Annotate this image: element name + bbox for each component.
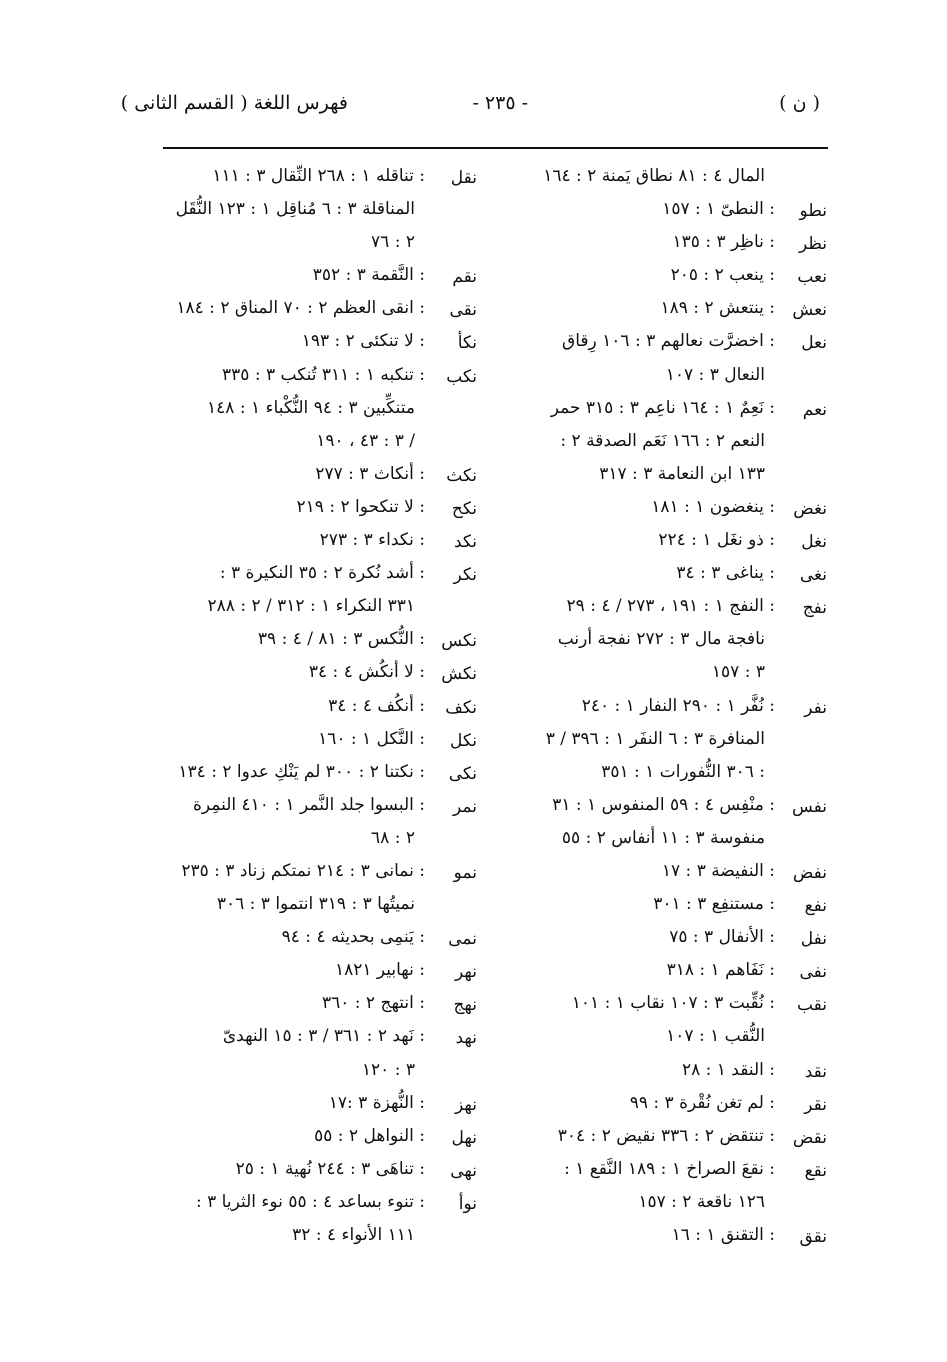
index-entry-line xyxy=(167,259,477,292)
entry-text: : ذو نغَل ١ : ٢٢٤ xyxy=(658,530,775,551)
index-entry-line xyxy=(167,226,477,259)
entry-text: ٣٣١ النكراء ١ : ٣١٢ / ٢ : ٢٨٨ xyxy=(207,596,415,617)
root-word: نقع xyxy=(804,1160,827,1181)
index-entry-line xyxy=(167,193,477,226)
index-entry-line xyxy=(167,756,477,789)
index-entry-line xyxy=(527,1054,827,1087)
entry-text: ٢ : ٧٦ xyxy=(371,232,415,253)
root-word: نكح xyxy=(451,498,477,519)
index-entry-line xyxy=(527,1153,827,1186)
index-entry-line xyxy=(167,1153,477,1186)
root-word: نعل xyxy=(801,333,827,354)
index-entry-line xyxy=(167,656,477,689)
entry-text: / ٣ : ٤٣ ، ١٩٠ xyxy=(316,430,415,451)
index-entry-line xyxy=(527,1186,827,1219)
root-word: نفى xyxy=(799,962,827,983)
root-word: نقد xyxy=(804,1061,827,1082)
entry-text: : نَعِمٌ ١ : ١٦٤ ناعِم ٣ : ٣١٥ حمر xyxy=(550,397,775,418)
index-entry-line xyxy=(527,590,827,623)
root-word: نقل xyxy=(450,168,477,188)
entry-text: : نُفَّر ١ : ٢٩٠ النفار ١ : ٢٤٠ xyxy=(581,695,775,716)
index-entry-line xyxy=(527,723,827,756)
index-entry-line xyxy=(527,855,827,888)
root-word: نعب xyxy=(797,267,827,288)
entry-text: : النَّكل ١ : ١٦٠ xyxy=(318,728,425,749)
root-word: نكش xyxy=(441,664,477,685)
entry-text: : ينغضون ١ : ١٨١ xyxy=(651,496,775,517)
index-entry-line xyxy=(167,623,477,656)
root-word: نعش xyxy=(792,300,827,321)
entry-text: : انتهج ٢ : ٣٦٠ xyxy=(321,993,425,1014)
entry-text: : مستنفِع ٣ : ٣٠١ xyxy=(653,894,775,915)
index-entry-line xyxy=(167,524,477,557)
index-entry-line xyxy=(527,359,827,392)
entry-text: : النُّهزة ٣ :١٧ xyxy=(328,1092,425,1113)
entry-text: : نمانى ٣ : ٢١٤ نمتكم زناد ٣ : ٢٣٥ xyxy=(181,860,425,881)
index-entry-line xyxy=(527,491,827,524)
root-word: نهج xyxy=(453,995,477,1016)
entry-text: : يناغى ٣ : ٣٤ xyxy=(676,563,775,584)
index-entry-line xyxy=(167,458,477,491)
entry-text: : النواهل ٢ : ٥٥ xyxy=(314,1125,425,1146)
root-word: نظر xyxy=(798,234,827,255)
root-word: نهل xyxy=(451,1127,477,1148)
entry-text: : يَنمِى بحديثه ٤ : ٩٤ xyxy=(281,927,425,948)
root-word: نهز xyxy=(455,1094,477,1115)
root-word: نعم xyxy=(802,399,827,420)
root-word: نكف xyxy=(445,697,477,718)
entry-text: : نَهد ٢ : ٣٦١ / ٣ : ١٥ النهدىّ xyxy=(222,1026,425,1047)
index-entry-line xyxy=(167,1186,477,1219)
root-word: نقب xyxy=(796,995,827,1016)
index-entry-line xyxy=(527,1087,827,1120)
entry-text: ٢ : ٦٨ xyxy=(371,827,415,848)
index-entry-line xyxy=(527,425,827,458)
root-word: نغى xyxy=(799,565,827,586)
entry-text: : البسوا جلد النَّمر ١ : ٤١٠ النمِرة xyxy=(192,794,425,815)
index-entry-line xyxy=(527,1219,827,1252)
root-word: نفل xyxy=(800,929,827,950)
index-entry-line xyxy=(527,292,827,325)
entry-text: النعم ٢ : ١٦٦ نَعَم الصدقة ٢ : xyxy=(560,430,765,451)
entry-text: المال ٤ : ٨١ نطاق يَمنة ٢ : ١٦٤ xyxy=(543,166,765,186)
entry-text: المناقلة ٣ : ٦ مُناقِل ١ : ١٢٣ النُّقَل xyxy=(175,199,415,220)
entry-text: : ينتعش ٢ : ١٨٩ xyxy=(660,298,775,319)
entry-text: : أنكاث ٣ : ٢٧٧ xyxy=(315,463,425,484)
root-word: نمر xyxy=(453,796,477,817)
index-entry-line xyxy=(167,1054,477,1087)
root-word: نكث xyxy=(446,465,477,486)
root-word: نهد xyxy=(455,1028,477,1049)
entry-text: : نكتنا ٢ : ٣٠٠ لم يَنْكِ عدوا ٢ : ١٣٤ xyxy=(178,761,425,782)
entry-text: ١٢٦ ناقعة ٢ : ١٥٧ xyxy=(638,1191,765,1212)
index-entry-line xyxy=(167,1020,477,1053)
index-entry-line xyxy=(527,1020,827,1053)
entry-text: : النقد ١ : ٢٨ xyxy=(681,1059,775,1080)
entry-text: : النُّكس ٣ : ٨١ / ٤ : ٣٩ xyxy=(257,629,425,650)
entry-text: ١١١ الأنواء ٤ : ٣٢ xyxy=(292,1225,415,1245)
root-word: نفس xyxy=(791,796,827,817)
index-entry-line xyxy=(167,590,477,623)
entry-text: : ٣٠٦ النُّفورات ١ : ٣٥١ xyxy=(601,761,765,782)
section-letter: ( ن ) xyxy=(779,92,820,114)
entry-text: : تنتقض ٢ : ٣٣٦ نقيض ٢ : ٣٠٤ xyxy=(557,1125,775,1146)
index-entry-line xyxy=(167,425,477,458)
index-entry-line xyxy=(527,623,827,656)
entry-text: : تناقله ١ : ٢٦٨ النِّقال ٣ : ١١١ xyxy=(212,166,425,186)
page-title: فهرس اللغة ( القسم الثانى ) xyxy=(120,92,348,114)
root-word: نكل xyxy=(450,730,477,751)
root-word: نفر xyxy=(804,697,827,718)
index-entry-line xyxy=(527,888,827,921)
root-word: نهى xyxy=(450,1160,477,1181)
index-entry-line xyxy=(167,954,477,987)
entry-text: : ناظِر ٣ : ١٣٥ xyxy=(672,232,775,253)
entry-text: : انقى العظم ٢ : ٧٠ المناق ٢ : ١٨٤ xyxy=(176,298,425,319)
entry-text: : نَفَاهم ١ : ٣١٨ xyxy=(666,960,775,981)
index-entry-line xyxy=(527,325,827,358)
index-entry-line xyxy=(527,789,827,822)
root-word: نفج xyxy=(802,598,827,619)
root-word: نطو xyxy=(799,201,827,222)
index-entry-line xyxy=(527,524,827,557)
entry-text: : لا أنكُش ٤ : ٣٤ xyxy=(308,662,425,683)
root-word: نفض xyxy=(792,862,827,883)
page-header xyxy=(120,86,828,126)
index-entry-line xyxy=(527,822,827,855)
index-entry-line xyxy=(527,557,827,590)
index-entry-line xyxy=(527,458,827,491)
entry-text: : منْفِس ٤ : ٥٩ المنفوس ١ : ٣١ xyxy=(552,794,775,815)
entry-text: : أشد نُكرة ٢ : ٣٥ النكيرة ٣ : xyxy=(219,563,425,584)
entry-text: النُّقب ١ : ١٠٧ xyxy=(666,1026,765,1047)
entry-text: : نُقِّبت ٣ : ١٠٧ نقاب ١ : ١٠١ xyxy=(571,993,775,1014)
index-entry-line xyxy=(167,292,477,325)
index-entry-line xyxy=(167,1087,477,1120)
index-entry-line xyxy=(527,259,827,292)
entry-text: : نكداء ٣ : ٢٧٣ xyxy=(319,530,425,551)
root-word: نهر xyxy=(455,962,477,983)
index-entry-line xyxy=(167,325,477,358)
root-word: نمو xyxy=(453,862,477,883)
entry-text: : تنوء بساعد ٤ : ٥٥ نوء الثريا ٣ : xyxy=(195,1191,425,1212)
left-column xyxy=(167,160,477,1252)
root-word: نكد xyxy=(453,532,477,553)
root-word: نكس xyxy=(441,631,477,652)
index-entry-line xyxy=(527,921,827,954)
right-column xyxy=(527,160,827,1252)
index-entry-line xyxy=(167,1120,477,1153)
root-word: نمى xyxy=(448,929,477,950)
root-word: نغض xyxy=(793,498,827,519)
index-entry-line xyxy=(167,491,477,524)
entry-text: : نهابير ١٨٢١ xyxy=(334,960,425,981)
entry-text: : تنكبه ١ : ٣١١ تُنكب ٣ : ٣٣٥ xyxy=(222,364,425,385)
entry-text: : النطىّ ١ : ١٥٧ xyxy=(662,199,775,220)
index-entry-line xyxy=(527,392,827,425)
entry-text: : التقنق ١ : ١٦ xyxy=(671,1225,775,1245)
root-word: نوأ xyxy=(458,1193,477,1214)
entry-text: : الأنفال ٣ : ٧٥ xyxy=(669,927,775,948)
index-entry-line xyxy=(167,690,477,723)
entry-text: ٣ : ١٥٧ xyxy=(711,662,765,683)
entry-text: : النفج ١ : ١٩١ ، ٢٧٣ / ٤ : ٢٩ xyxy=(566,596,775,617)
entry-text: منفوسة ٣ : ١١ أنفاس ٢ : ٥٥ xyxy=(561,827,765,848)
index-entry-line xyxy=(167,822,477,855)
index-entry-line xyxy=(167,359,477,392)
entry-text: نافجة مال ٣ : ٢٧٢ نفجة أرنب xyxy=(557,629,765,650)
root-word: نفع xyxy=(804,896,827,917)
index-entry-line xyxy=(167,921,477,954)
entry-text: نميتُها ٣ : ٣١٩ انتموا ٣ : ٣٠٦ xyxy=(216,894,415,915)
root-word: نقق xyxy=(799,1227,827,1247)
index-entry-line xyxy=(527,954,827,987)
entry-text: : لم تغن نُقْرة ٣ : ٩٩ xyxy=(629,1092,775,1113)
index-entry-line xyxy=(167,888,477,921)
entry-text: : نقعَ الصراخ ١ : ١٨٩ النَّقع ١ : xyxy=(564,1158,775,1179)
root-word: نكر xyxy=(453,565,477,586)
entry-text: ٣ : ١٢٠ xyxy=(361,1059,415,1080)
index-entry-line xyxy=(527,193,827,226)
entry-text: : ينعب ٢ : ٢٠٥ xyxy=(670,265,775,286)
root-word: نكى xyxy=(448,763,477,784)
entry-text: : أنكُف ٤ : ٣٤ xyxy=(328,695,425,716)
index-entry-line xyxy=(527,656,827,689)
entry-text: المنافرة ٣ : ٦ النفَر ١ : ٣٩٦ / ٣ xyxy=(545,728,765,749)
root-word: نقم xyxy=(452,267,477,288)
index-entry-line xyxy=(167,1219,477,1252)
index-entry-line xyxy=(527,226,827,259)
index-entry-line xyxy=(527,987,827,1020)
entry-text: : اخضرَّت نعالهم ٣ : ١٠٦ رِقاق xyxy=(562,331,775,352)
entry-text: النعال ٣ : ١٠٧ xyxy=(665,364,765,385)
index-entry-line xyxy=(167,789,477,822)
index-entry-line xyxy=(167,392,477,425)
index-entry-line xyxy=(167,160,477,193)
entry-text: متنكِّبين ٣ : ٩٤ النُّكْباء ١ : ١٤٨ xyxy=(207,397,415,418)
root-word: نكأ xyxy=(457,333,477,354)
page-number: - ٢٣٥ - xyxy=(472,92,528,114)
entry-text: : تناهَى ٣ : ٢٤٤ نُهية ١ : ٢٥ xyxy=(235,1158,425,1179)
entry-text: : النفيضة ٣ : ١٧ xyxy=(661,860,775,881)
root-word: نكب xyxy=(446,366,477,387)
entry-text: : النَّقمة ٣ : ٣٥٢ xyxy=(312,265,425,286)
index-entry-line xyxy=(527,690,827,723)
entry-text: ١٣٣ ابن النعامة ٣ : ٣١٧ xyxy=(599,463,765,484)
header-rule xyxy=(163,147,828,149)
index-entry-line xyxy=(167,987,477,1020)
root-word: نغل xyxy=(801,532,827,553)
index-entry-line xyxy=(527,756,827,789)
index-entry-line xyxy=(167,723,477,756)
index-entry-line xyxy=(167,855,477,888)
index-entry-line xyxy=(527,1120,827,1153)
index-entry-line xyxy=(167,557,477,590)
entry-text: : لا تنكحوا ٢ : ٢١٩ xyxy=(296,496,425,517)
root-word: نقر xyxy=(804,1094,827,1115)
root-word: نقض xyxy=(792,1127,827,1148)
index-entry-line xyxy=(527,160,827,193)
root-word: نقى xyxy=(449,300,477,321)
entry-text: : لا تنكئى ٢ : ١٩٣ xyxy=(301,331,425,352)
